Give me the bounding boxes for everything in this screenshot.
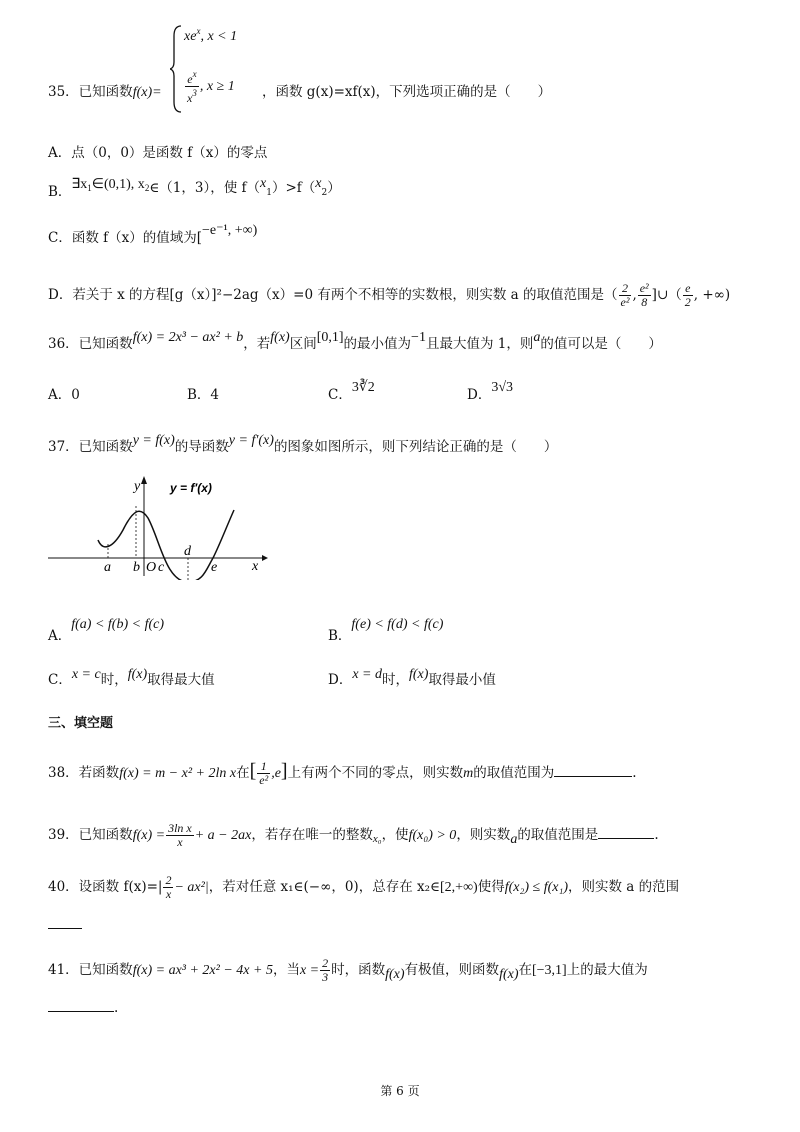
q38-end: 的取值范围为	[473, 765, 555, 781]
q35-option-b-label: B．	[48, 184, 72, 200]
section-heading: 三、填空题	[48, 716, 114, 731]
graph-label-e: e	[211, 560, 218, 575]
q35-d-frac1-den: e²	[620, 295, 630, 309]
q40-stem	[48, 874, 679, 901]
graph-x-label: x	[252, 559, 259, 574]
q35-piece2-num: e	[187, 72, 193, 86]
q37-option-d-fx: f(x)	[409, 667, 429, 682]
q37-option-a[interactable]	[48, 617, 164, 644]
q37-option-a-expr: f(a) < f(b) < f(c)	[71, 617, 164, 632]
q35-piece1-sup: x	[196, 26, 201, 36]
q35-d-frac2-num: e²	[639, 281, 649, 295]
q41-x-eq: x =	[299, 963, 320, 978]
q35-d-union: ]∪（	[651, 287, 682, 303]
q39-func-rhs: + a − 2ax	[194, 828, 252, 843]
q41-answer-blank[interactable]	[48, 999, 114, 1012]
q39-stem	[48, 822, 659, 849]
q35-b-gt: ）>f（	[271, 180, 316, 196]
q35-b-close: ）	[327, 180, 341, 196]
q37-option-c-end: 取得最大值	[147, 672, 215, 688]
q37-mid1: 的导函数	[174, 439, 229, 455]
q39-cond: f(x₀) > 0	[408, 828, 457, 843]
q40-cond: f(x₂) ≤ f(x₁)	[504, 880, 568, 895]
q35-option-d[interactable]: D．若关于 x 的方程[g（x）]²−2ag（x）=0 有两个不相等的实数根，则实数 a 的取值范围是（ $\frac{2}{\text{e²}}$ , $\frac{\text{e²}}{8}$ ]∪（ $\frac{e}{2}$ , +∞)	[48, 281, 731, 309]
q37-option-d-end: 取得最小值	[428, 672, 496, 688]
q38-stem: 38．若函数f(x) = m − x² + 2ln x在[ $\frac{1}{\text{e²}}$ ,e]上有两个不同的零点，则实数m的取值范围为 .	[48, 759, 637, 787]
q36-fx: f(x)	[270, 330, 290, 345]
q37-option-a-label: A．	[48, 628, 72, 644]
q41-fx: f(x)	[385, 967, 405, 982]
q37-yfx: y = f(x)	[132, 433, 175, 448]
q41-interval: [−3,1]	[532, 963, 567, 978]
graph-label-o: O	[146, 560, 157, 575]
q37-option-d-mid: 时，	[382, 672, 409, 688]
q40-rest: − ax²|	[174, 880, 209, 895]
q37-option-b[interactable]	[328, 617, 444, 644]
q41-func: f(x) = ax³ + 2x² − 4x + 5	[132, 963, 273, 978]
q39-end: 的取值范围是	[517, 827, 599, 843]
q41-mid4: 在	[518, 962, 532, 978]
q36-option-a[interactable]	[48, 385, 80, 405]
q35-piece2-den-sup: 3	[192, 88, 197, 98]
q38-mid1: 在	[236, 765, 250, 781]
q37-mid2: 的图象如图所示，则下列结论正确的是（ ）	[273, 439, 558, 455]
q37-option-c[interactable]	[48, 667, 215, 691]
x-axis-arrow-icon	[262, 555, 268, 561]
q38-int-end: ,e	[271, 766, 281, 781]
graph-label-b: b	[133, 560, 140, 575]
q36-option-c[interactable]	[328, 380, 375, 406]
q35-option-c-range: −e⁻¹, +∞)	[202, 223, 258, 238]
q36-mid5: 的值可以是（ ）	[540, 336, 662, 352]
graph-label-d: d	[184, 544, 191, 559]
q36-mid4: 且最大值为 1，则	[425, 336, 534, 352]
q41-mid2: 时，函数	[331, 962, 386, 978]
q36-func: f(x) = 2x³ − ax² + b	[132, 330, 244, 345]
q36-stem	[48, 330, 662, 355]
q37-option-c-label: C．	[48, 672, 72, 688]
q37-prefix: 37．已知函数	[48, 439, 133, 455]
q41-frac-den: 3	[322, 970, 329, 984]
q41-mid3: 有极值，则函数	[404, 962, 500, 978]
q35-piece2-frac	[185, 68, 199, 105]
q35-piece2-num-sup: x	[192, 69, 197, 79]
q38-answer-blank[interactable]	[554, 764, 632, 777]
graph-y-label: y	[134, 479, 141, 494]
q35-piecewise	[170, 24, 260, 114]
q35-fname: f(x)=	[132, 85, 162, 100]
q37-option-d-label: D．	[328, 672, 353, 688]
q36-option-d-value: 3√3	[491, 380, 514, 395]
q39-period: .	[654, 827, 659, 843]
q39-mid3: ，则实数	[456, 827, 511, 843]
q35-b-range2: ∈（1，3），使 f（	[149, 180, 261, 196]
q38-m: m	[463, 766, 474, 781]
q37-option-c-mid: 时，	[100, 672, 128, 688]
q36-mid2: 区间	[289, 336, 317, 352]
q39-answer-blank[interactable]	[598, 826, 654, 839]
q37-option-c-fx: f(x)	[127, 667, 148, 682]
q38-mid2: 上有两个不同的零点，则实数	[287, 765, 464, 781]
q39-func-lhs: f(x) =	[132, 828, 166, 843]
q35-b-range1: ∈(0,1), x	[91, 177, 145, 192]
graph-title: y = f′(x)	[170, 481, 212, 495]
q40-interval: [2,+∞)	[440, 880, 478, 895]
q35-d-frac1-num: 2	[619, 282, 632, 296]
q39-frac-num: 3ln x	[168, 821, 192, 835]
q35-option-d-text: D．若关于 x 的方程[g（x）]²−2ag（x）=0 有两个不相等的实数根，则实数 a 的取值范围是（	[48, 287, 618, 303]
q39-a: a	[510, 832, 518, 847]
q35-b-exists: ∃x	[71, 177, 88, 192]
q37-option-b-label: B．	[328, 628, 352, 644]
q35-piece1: xe	[184, 29, 197, 44]
q35-option-a[interactable]	[48, 143, 267, 163]
q35-piece1-cond: , x < 1	[200, 29, 238, 44]
q36-minval: −1	[411, 330, 426, 345]
q38-func: f(x) = m − x² + 2ln x	[119, 766, 237, 781]
q38-prefix: 38．若函数	[48, 765, 120, 781]
q41-end: 上的最大值为	[566, 962, 648, 978]
q40-frac-num: 2	[165, 873, 172, 887]
q36-prefix: 36．已知函数	[48, 336, 133, 352]
q38-frac-num: 1	[257, 760, 270, 774]
q35-option-a-text: A．点（0，0）是函数 f（x）的零点	[48, 145, 268, 161]
q35-piece2-cond: , x ≥ 1	[199, 79, 235, 94]
q40-end: ，则实数 a 的范围	[568, 879, 680, 895]
q41-stem	[48, 957, 648, 984]
q35-stem	[48, 82, 162, 103]
q40-mid1: ，若对任意 x₁∈(−∞，0)，总存在 x₂∈	[208, 879, 441, 895]
q41-frac-num: 2	[322, 956, 329, 970]
q39-frac-den: x	[177, 835, 183, 849]
q41-period: .	[114, 1000, 119, 1016]
q36-option-d-text: D．	[467, 387, 492, 403]
q35-suffix	[262, 82, 551, 102]
q35-prefix: 35．已知函数	[48, 84, 133, 100]
q35-suffix-text: ，函数 g(x)=xf(x)，下列选项正确的是（ ）	[262, 84, 552, 100]
q35-option-c[interactable]	[48, 223, 258, 249]
q35-d-end: , +∞)	[693, 287, 731, 303]
q40-answer-blank[interactable]	[48, 928, 82, 929]
q35-option-c-text: C．函数 f（x）的值域为[	[48, 230, 202, 246]
q40-mid2: 使得	[477, 879, 505, 895]
q35-piece2-den: x	[187, 91, 193, 105]
q39-prefix: 39．已知函数	[48, 827, 133, 843]
q38-frac-den: e²	[259, 773, 269, 787]
q35-d-frac2-den: 8	[641, 295, 648, 309]
q36-mid3: 的最小值为	[343, 336, 412, 352]
q41-fx2: f(x)	[499, 967, 519, 982]
q37-option-d[interactable]	[328, 667, 496, 691]
q37-option-d-expr: x = d	[352, 667, 382, 682]
q40-frac-den: x	[165, 887, 172, 901]
q37-stem	[48, 433, 558, 458]
q36-option-d[interactable]	[467, 380, 514, 406]
q37-yfpx: y = f′(x)	[228, 433, 274, 448]
q37-derivative-graph	[48, 470, 268, 580]
q36-option-c-value: 3∛2	[351, 380, 375, 395]
q36-option-c-text: C．	[328, 387, 352, 403]
graph-label-a: a	[104, 560, 111, 575]
q35-d-frac3-den: 2	[684, 295, 691, 309]
q36-option-b[interactable]	[187, 385, 219, 405]
q41-answer-line	[48, 998, 118, 1018]
q35-d-frac3-num: e	[683, 282, 693, 296]
q38-period: .	[632, 765, 637, 781]
q36-option-b-text: B．4	[187, 387, 220, 403]
q39-mid2: ，使	[381, 827, 409, 843]
q41-prefix: 41．已知函数	[48, 962, 133, 978]
q39-mid1: ，若存在唯一的整数	[251, 827, 373, 843]
y-axis-arrow-icon	[141, 476, 147, 484]
brace-icon	[170, 24, 184, 114]
q41-mid1: ，当	[272, 962, 300, 978]
page-number: 第 6 页	[380, 1084, 420, 1098]
graph-label-c: c	[158, 560, 165, 575]
q35-option-b[interactable]: B．$\exists x_1\in(0,1)$, $x_2\in(1$，3），使 $f(x_1)>f(x_2)$	[48, 176, 341, 200]
q36-interval: [0,1]	[316, 330, 344, 345]
q36-option-a-text: A．0	[48, 387, 80, 403]
q37-option-b-expr: f(e) < f(d) < f(c)	[351, 617, 444, 632]
q37-option-c-expr: x = c	[71, 667, 101, 682]
q39-x0: x₀	[372, 833, 382, 845]
q40-prefix: 40．设函数 f(x)=|	[48, 879, 163, 895]
q36-mid1: ，若	[243, 336, 271, 352]
q36-a: a	[533, 330, 541, 345]
